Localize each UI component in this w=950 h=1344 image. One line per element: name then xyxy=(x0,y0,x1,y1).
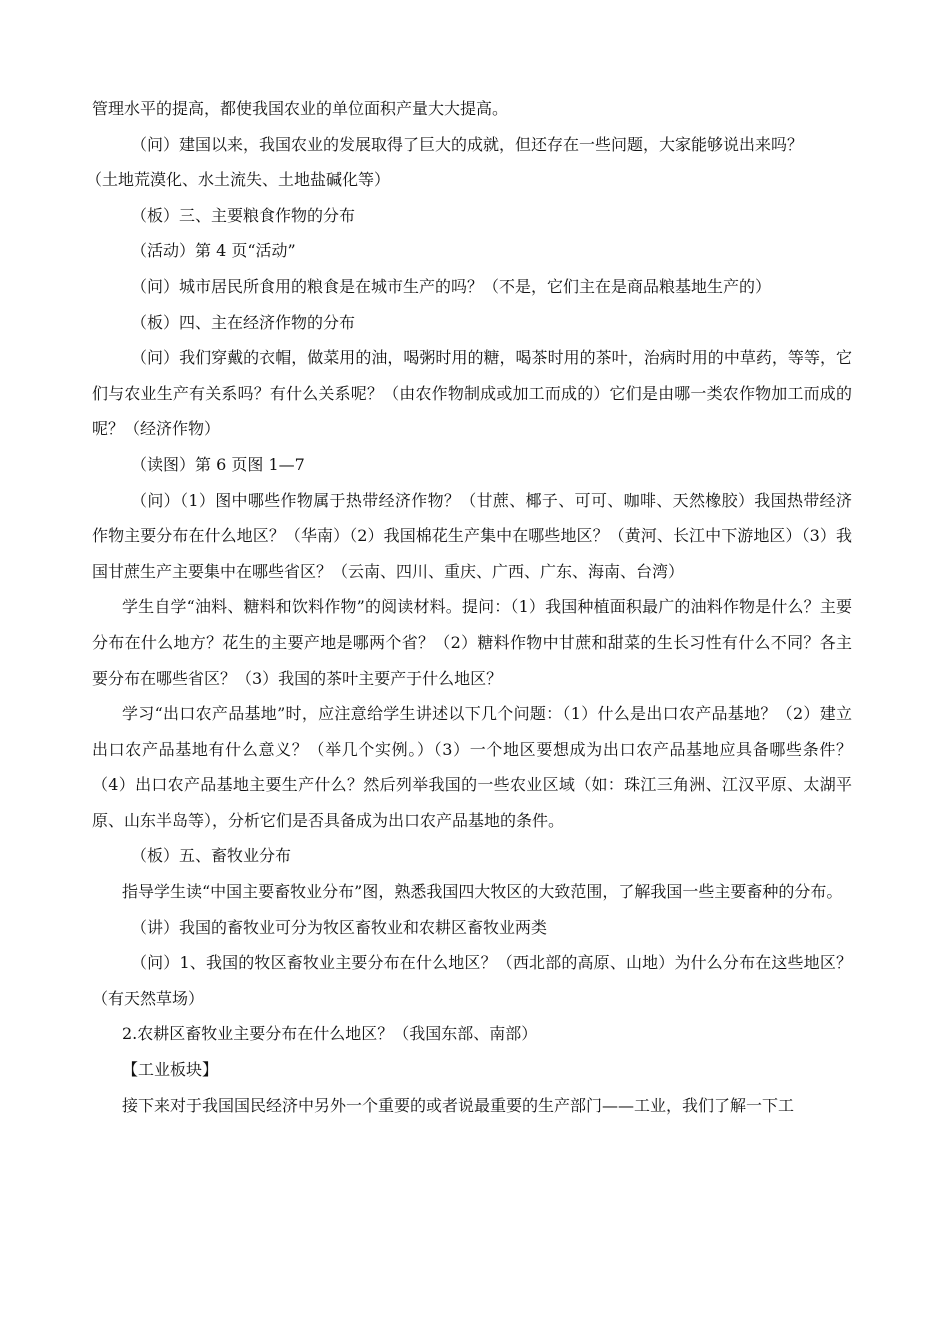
paragraph-17: 2.农耕区畜牧业主要分布在什么地区？（我国东部、南部） xyxy=(122,1024,538,1044)
paragraph-15: （讲）我国的畜牧业可分为牧区畜牧业和农耕区畜牧业两类 xyxy=(131,917,548,937)
paragraph-2: （问）建国以来，我国农业的发展取得了巨大的成就，但还存在一些问题，大家能够说出来吗？ xyxy=(131,134,804,154)
paragraph-5: （活动）第 4 页“活动” xyxy=(131,241,296,261)
paragraph-12: 学习“出口农产品基地”时，应注意给学生讲述以下几个问题：（1）什么是出口农产品基地？（2）建立出口农产品基地有什么意义？（举几个实例。）（3）一个地区要想成为出口农产品基地应具备哪些条件？（4）出口农产品基地主要生产什么？然后列举我国的一些农业区域（如：珠江三角洲、江汉平原、太湖平原、山东半岛等），分析它们是否具备成为出口农产品基地的条件。 xyxy=(92,704,852,830)
paragraph-16: （问）1、我国的牧区畜牧业主要分布在什么地区？（西北部的高原、山地）为什么分布在这些地区？（有天然草场） xyxy=(92,953,852,1008)
paragraph-8: （问）我们穿戴的衣帽，做菜用的油，喝粥时用的糖，喝茶时用的茶叶，治病时用的中草药，等等，它们与农业生产有关系吗？有什么关系呢？（由农作物制成或加工而成的）它们是由哪一类农作物加工而成的呢？（经济作物） xyxy=(92,348,852,439)
paragraph-13: （板）五、畜牧业分布 xyxy=(131,846,292,866)
paragraph-1: 管理水平的提高，都使我国农业的单位面积产量大大提高。 xyxy=(92,99,509,118)
paragraph-14: 指导学生读“中国主要畜牧业分布”图，熟悉我国四大牧区的大致范围，了解我国一些主要畜种的分布。 xyxy=(122,882,843,902)
paragraph-6: （问）城市居民所食用的粮食是在城市生产的吗？（不是，它们主在是商品粮基地生产的） xyxy=(131,276,772,296)
document-body xyxy=(86,91,852,1123)
paragraph-7: （板）四、主在经济作物的分布 xyxy=(131,312,356,332)
paragraph-9: （读图）第 6 页图 1—7 xyxy=(131,454,305,474)
section-heading-industry: 【工业板块】 xyxy=(122,1060,219,1080)
paragraph-3: （土地荒漠化、水土流失、土地盐碱化等） xyxy=(86,170,391,190)
paragraph-11: 学生自学“油料、糖料和饮料作物”的阅读材料。提问：（1）我国种植面积最广的油料作物是什么？主要分布在什么地方？花生的主要产地是哪两个省？（2）糖料作物中甘蔗和甜菜的生长习性有什么不同？各主要分布在哪些省区？（3）我国的茶叶主要产于什么地区？ xyxy=(92,597,852,688)
paragraph-10: （问）（1）图中哪些作物属于热带经济作物？（甘蔗、椰子、可可、咖啡、天然橡胶）我国热带经济作物主要分布在什么地区？（华南）（2）我国棉花生产集中在哪些地区？（黄河、长江中下游地区）（3）我国甘蔗生产主要集中在哪些省区？（云南、四川、重庆、广西、广东、海南、台湾） xyxy=(92,490,852,581)
paragraph-4: （板）三、主要粮食作物的分布 xyxy=(131,205,356,225)
paragraph-19: 接下来对于我国国民经济中另外一个重要的或者说最重要的生产部门——工业，我们了解一下工 xyxy=(122,1095,795,1115)
